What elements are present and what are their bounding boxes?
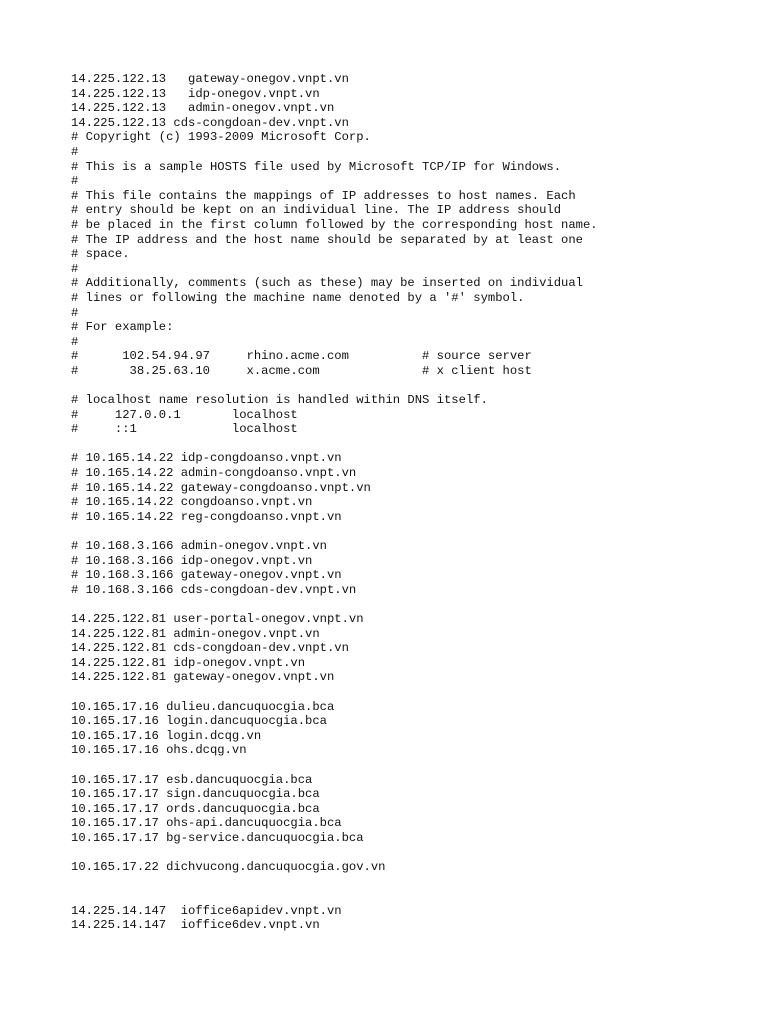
document-line: # — [71, 261, 79, 276]
document-line: 10.165.17.17 esb.dancuquocgia.bca — [71, 772, 313, 787]
document-line: 14.225.122.13 gateway-onegov.vnpt.vn — [71, 72, 349, 86]
document-line: 10.165.17.16 dulieu.dancuquocgia.bca — [71, 699, 335, 714]
document-line: 14.225.14.147 ioffice6apidev.vnpt.vn — [71, 903, 342, 918]
document-line: 14.225.122.13 admin-onegov.vnpt.vn — [71, 101, 335, 116]
document-line: # For example: — [71, 320, 174, 335]
document-line — [71, 437, 751, 452]
document-line: # — [71, 334, 79, 349]
document-line: 14.225.122.13 idp-onegov.vnpt.vn — [71, 86, 320, 101]
document-line: # — [71, 305, 79, 320]
document-line: # The IP address and the host name should be separated by at least one — [71, 232, 583, 247]
document-line: # 102.54.94.97 rhino.acme.com # source server — [71, 349, 532, 364]
document-line: 14.225.122.81 idp-onegov.vnpt.vn — [71, 655, 306, 670]
document-line — [71, 685, 751, 700]
hosts-file-document — [71, 72, 751, 933]
document-line: # 10.168.3.166 admin-onegov.vnpt.vn — [71, 539, 327, 553]
document-line: 14.225.122.13 cds-congdoan-dev.vnpt.vn — [71, 115, 349, 130]
document-line: # entry should be kept on an individual line. The IP address should — [71, 203, 562, 218]
document-line: # ::1 localhost — [71, 422, 298, 437]
document-line: 10.165.17.17 sign.dancuquocgia.bca — [71, 787, 320, 802]
document-line: # 10.168.3.166 gateway-onegov.vnpt.vn — [71, 568, 342, 583]
document-line: 10.165.17.17 ords.dancuquocgia.bca — [71, 801, 320, 816]
document-line: # be placed in the first column followed by the corresponding host name. — [71, 217, 598, 232]
document-line: # This file contains the mappings of IP addresses to host names. Each — [71, 188, 576, 203]
document-line: # 10.165.14.22 congdoanso.vnpt.vn — [71, 495, 313, 510]
document-line: # lines or following the machine name denoted by a '#' symbol. — [71, 290, 525, 305]
document-line: # Copyright (c) 1993-2009 Microsoft Corp. — [71, 130, 371, 145]
document-line: 14.225.122.81 gateway-onegov.vnpt.vn — [71, 670, 335, 685]
document-line: # 10.165.14.22 reg-congdoanso.vnpt.vn — [71, 509, 342, 524]
document-line: # space. — [71, 247, 130, 262]
document-line: # 10.168.3.166 idp-onegov.vnpt.vn — [71, 553, 313, 568]
document-line: # 10.165.14.22 admin-congdoanso.vnpt.vn — [71, 466, 357, 481]
document-line: 14.225.122.81 cds-congdoan-dev.vnpt.vn — [71, 641, 349, 656]
document-line: # localhost name resolution is handled within DNS itself. — [71, 393, 488, 408]
document-line: # 127.0.0.1 localhost — [71, 407, 298, 422]
document-line — [71, 597, 751, 612]
document-line: 10.165.17.17 ohs-api.dancuquocgia.bca — [71, 816, 342, 831]
document-line: # 10.165.14.22 gateway-congdoanso.vnpt.vn — [71, 480, 371, 495]
document-line — [71, 875, 751, 890]
document-line — [71, 378, 751, 393]
document-line: # 38.25.63.10 x.acme.com # x client host — [71, 363, 532, 378]
document-line — [71, 524, 751, 539]
document-line — [71, 758, 751, 773]
document-line: # — [71, 174, 79, 189]
document-line — [71, 845, 751, 860]
document-line: 14.225.122.81 user-portal-onegov.vnpt.vn — [71, 611, 364, 626]
document-line: 10.165.17.22 dichvucong.dancuquocgia.gov.vn — [71, 860, 386, 875]
document-line: # Additionally, comments (such as these) may be inserted on individual — [71, 276, 583, 291]
document-line: # — [71, 144, 79, 159]
document-line: 10.165.17.17 bg-service.dancuquocgia.bca — [71, 830, 364, 845]
document-line: 10.165.17.16 login.dancuquocgia.bca — [71, 714, 327, 729]
document-line: 14.225.122.81 admin-onegov.vnpt.vn — [71, 626, 320, 641]
document-line: 10.165.17.16 login.dcqg.vn — [71, 728, 262, 743]
document-line: 14.225.14.147 ioffice6dev.vnpt.vn — [71, 918, 320, 933]
document-line: # 10.168.3.166 cds-congdoan-dev.vnpt.vn — [71, 582, 357, 597]
document-line: # 10.165.14.22 idp-congdoanso.vnpt.vn — [71, 451, 342, 466]
document-line — [71, 889, 751, 904]
document-line: 10.165.17.16 ohs.dcqg.vn — [71, 743, 247, 758]
document-line: # This is a sample HOSTS file used by Microsoft TCP/IP for Windows. — [71, 159, 562, 174]
